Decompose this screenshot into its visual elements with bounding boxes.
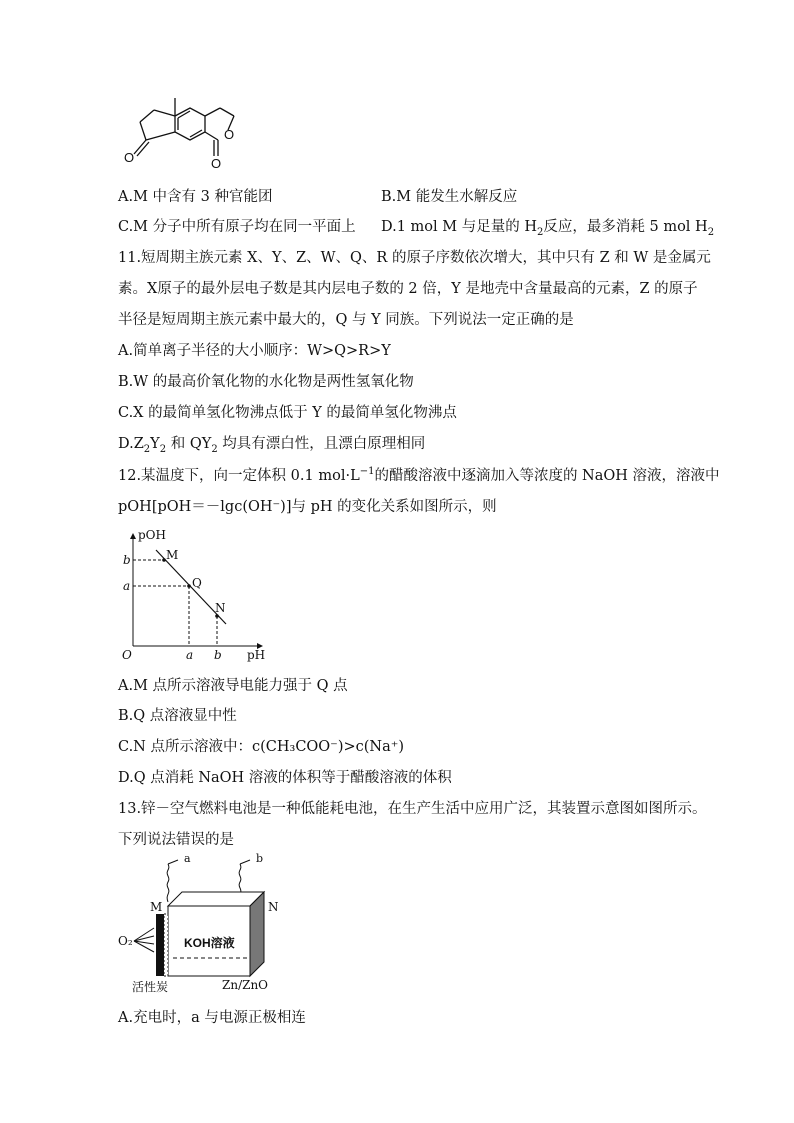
poh-ph-graph-svg	[118, 528, 268, 668]
q12-stem-sup: −1	[359, 466, 375, 478]
battery-diagram-svg	[118, 856, 288, 996]
q12-option-a: A.M 点所示溶液导电能力强于 Q 点	[118, 678, 348, 694]
terminal-b-label: b	[256, 852, 264, 865]
q11-option-d-part1: D.Z	[118, 436, 144, 452]
q13-stem-line1: 13.锌－空气燃料电池是一种低能耗电池，在生产生活中应用广泛，其装置示意图如图所示。	[118, 801, 707, 817]
q11-stem-line1: 11.短周期主族元素 X、Y、Z、W、Q、R 的原子序数依次增大，其中只有 Z 和 W 是金属元	[118, 250, 711, 266]
q11-option-d-sub1: 2	[143, 443, 151, 455]
q12-option-b: B.Q 点溶液显中性	[118, 708, 237, 724]
q11-option-b: B.W 的最高价氧化物的水化物是两性氢氧化物	[118, 374, 414, 390]
poh-ph-graph	[118, 528, 268, 668]
q10-option-d-part1: D.1 mol M 与足量的 H	[381, 219, 537, 235]
q11-option-d-part2: Y	[150, 436, 160, 452]
activated-carbon-label: 活性炭	[132, 980, 169, 994]
q10-option-c: C.M 分子中所有原子均在同一平面上	[118, 219, 356, 235]
terminal-a-label: a	[184, 852, 191, 865]
q11-option-c: C.X 的最简单氢化物沸点低于 Y 的最简单氢化物沸点	[118, 405, 457, 421]
battery-diagram	[118, 852, 288, 996]
q12-option-c: C.N 点所示溶液中：c(CH₃COO⁻)>c(Na⁺)	[118, 739, 405, 755]
q10-option-d-part2: 反应，最多消耗 5 mol H	[543, 219, 708, 235]
ketone-oxygen-label: O	[124, 150, 135, 165]
point-m-label: M	[166, 548, 179, 562]
q11-stem-line3: 半径是短周期主族元素中最大的，Q 与 Y 同族。下列说法一定正确的是	[118, 312, 574, 328]
q12-stem-part2: 的醋酸溶液中逐滴加入等浓度的 NaOH 溶液，溶液中	[374, 468, 720, 484]
electrolyte-label: KOH溶液	[184, 936, 235, 950]
q12-stem-line1	[118, 466, 720, 486]
x-tick-b: b	[214, 648, 222, 662]
q11-option-d	[118, 434, 425, 454]
x-axis-label: pH	[247, 648, 266, 662]
ring-oxygen-label: O	[224, 127, 235, 142]
q13-stem-line2: 下列说法错误的是	[118, 832, 234, 848]
origin-label: O	[122, 648, 132, 662]
q12-option-d: D.Q 点消耗 NaOH 溶液的体积等于醋酸溶液的体积	[118, 770, 452, 786]
q11-option-d-part4: 均具有漂白性，且漂白原理相同	[217, 436, 426, 452]
q10-option-d-sub2: 2	[707, 226, 715, 238]
q12-stem-part1: 12.某温度下，向一定体积 0.1 mol·L	[118, 468, 360, 484]
zinc-electrode-label: Zn/ZnO	[222, 978, 269, 992]
oxygen-gas-label: O₂	[118, 934, 133, 948]
q10-option-b: B.M 能发生水解反应	[381, 189, 518, 205]
electrode-m-label: M	[150, 900, 163, 914]
y-axis-label: pOH	[138, 528, 166, 542]
y-tick-b: b	[123, 553, 131, 567]
y-tick-a: a	[123, 579, 131, 593]
point-n-label: N	[215, 601, 226, 615]
q13-option-a: A.充电时，a 与电源正极相连	[118, 1010, 306, 1026]
q10-option-a: A.M 中含有 3 种官能团	[118, 189, 273, 205]
q11-option-d-sub3: 2	[211, 443, 218, 455]
q12-stem-line2: pOH[pOH＝－lgc(OH⁻)]与 pH 的变化关系如图所示，则	[118, 499, 497, 515]
q11-option-d-part3: 和 QY	[166, 436, 212, 452]
q10-option-d-sub1: 2	[537, 226, 544, 238]
x-tick-a: a	[186, 648, 194, 662]
q11-option-a: A.简单离子半径的大小顺序：W>Q>R>Y	[118, 343, 391, 359]
molecule-structure	[118, 88, 243, 180]
q11-stem-line2: 素。X原子的最外层电子数是其内层电子数的 2 倍，Y 是地壳中含量最高的元素，Z 的原子	[118, 281, 698, 297]
point-q-label: Q	[192, 576, 202, 590]
electrode-n-label: N	[268, 900, 279, 914]
q11-option-d-sub2: 2	[159, 443, 167, 455]
q10-option-d	[381, 217, 714, 237]
carbonyl-oxygen-label: O	[211, 156, 222, 171]
